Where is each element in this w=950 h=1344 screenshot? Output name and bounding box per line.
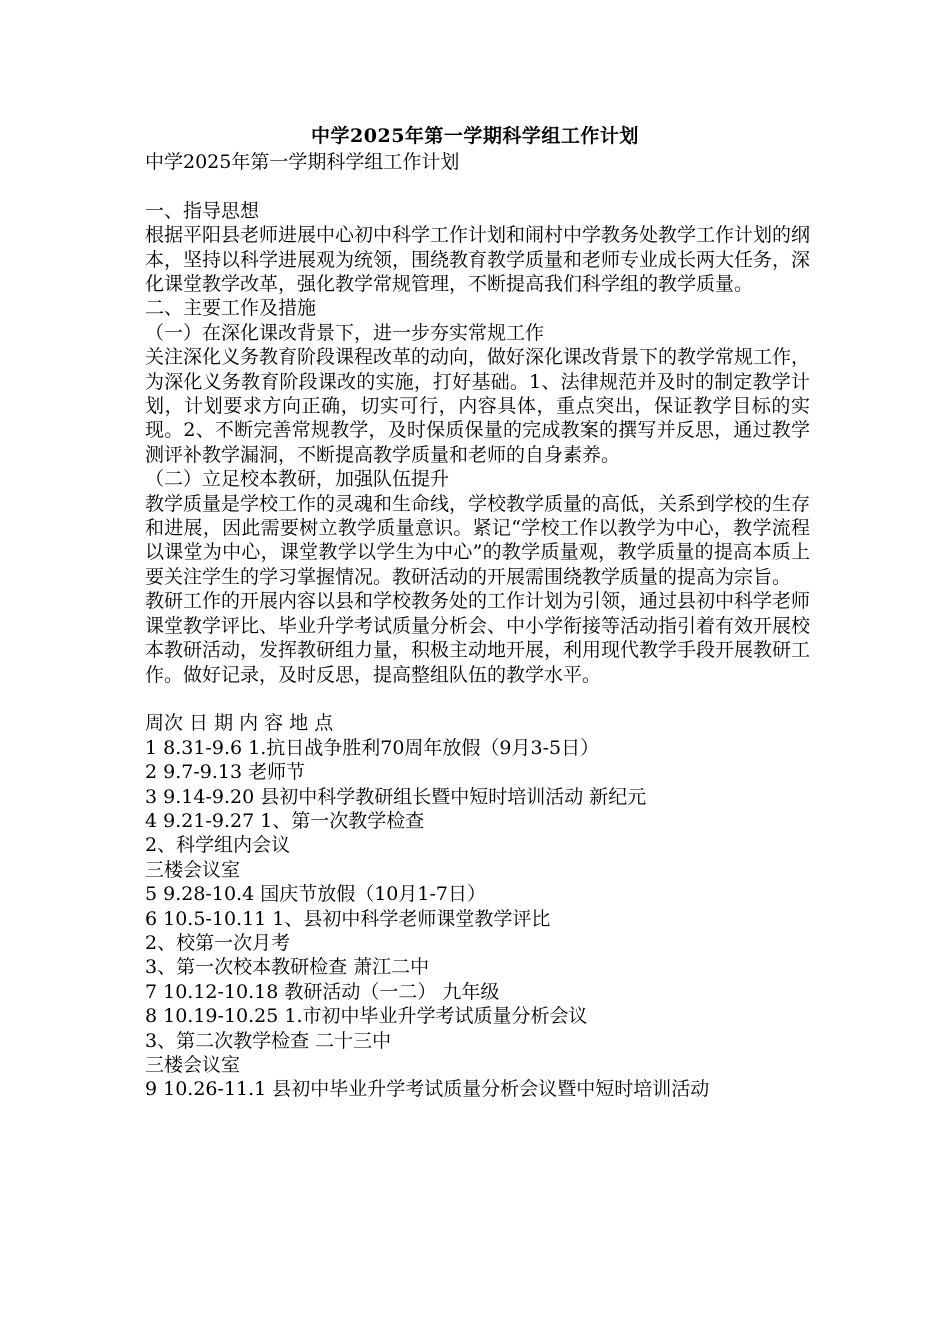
section2-sub2-paragraph2: 教研工作的开展内容以县和学校教务处的工作计划为引领，通过县初中科学老师课堂教学评比、毕业升学考试质量分析会、中小学衔接等活动指引着有效开展校本教研活动，发挥教研组力量，积极主动地开展，利用现代教学手段开展教研工作。做好记录，及时反思，提高整组队伍的教学水平。	[145, 590, 811, 686]
section2-sub2-paragraph1: 教学质量是学校工作的灵魂和生命线，学校教学质量的高低，关系到学校的生存和进展，因此需要树立教学质量意识。紧记“学校工作以教学为中心，教学流程以课堂为中心，课堂教学以学生为中心”的教学质量观，教学质量的提高本质上要关注学生的学习掌握情况。教研活动的开展需围绕教学质量的提高为宗旨。	[145, 492, 811, 588]
section1-heading: 一、指导思想	[145, 199, 260, 222]
schedule-line: 3、第一次校本教研检查 萧江二中	[145, 956, 430, 979]
section2-sub1-paragraph: 关注深化义务教育阶段课程改革的动向，做好深化课改背景下的教学常规工作，为深化义务教育阶段课改的实施，打好基础。1、法律规范并及时的制定教学计划，计划要求方向正确，切实可行，内容具体，重点突出，保证教学目标的实现。2、不断完善常规教学，及时保质保量的完成教案的撰写并反思，通过教学测评补教学漏洞，不断提高教学质量和老师的自身素养。	[145, 346, 811, 466]
blank-line	[145, 687, 810, 711]
schedule-line: 6 10.5-10.11 1、县初中科学老师课堂教学评比	[145, 907, 551, 930]
schedule-line: 2、校第一次月考	[145, 931, 291, 954]
schedule-line: 三楼会议室	[145, 1054, 241, 1076]
schedule-line: 5 9.28-10.4 国庆节放假（10月1-7日）	[145, 883, 486, 906]
schedule-line: 1 8.31-9.6 1.抗日战争胜利70周年放假（9月3-5日）	[145, 736, 600, 759]
section2-sub1-heading: （一）在深化课改背景下，进一步夯实常规工作	[145, 321, 545, 344]
section2-sub2-heading: （二）立足校本教研，加强队伍提升	[145, 468, 450, 491]
schedule-line: 2、科学组内会议	[145, 834, 291, 857]
section2-heading: 二、主要工作及措施	[145, 297, 317, 320]
schedule-line: 2 9.7-9.13 老师节	[145, 761, 306, 784]
schedule-header: 周次 日 期 内 容 地 点	[145, 712, 334, 735]
schedule-line: 9 10.26-11.1 县初中毕业升学考试质量分析会议暨中短时培训活动	[145, 1078, 710, 1101]
document-title: 中学2025年第一学期科学组工作计划	[311, 125, 639, 147]
section1-paragraph: 根据平阳县老师进展中心初中科学工作计划和闹村中学教务处教学工作计划的纲本，坚持以科学进展观为统领，围绕教育教学质量和老师专业成长两大任务，深化课堂教学改革，强化教学常规管理，不断提高我们科学组的教学质量。	[145, 224, 811, 296]
document-body	[145, 150, 810, 1102]
schedule-line: 8 10.19-10.25 1.市初中毕业升学考试质量分析会议	[145, 1005, 588, 1028]
schedule-line: 7 10.12-10.18 教研活动（一二） 九年级	[145, 980, 500, 1003]
schedule-line: 3、第二次教学检查 二十三中	[145, 1029, 392, 1052]
blank-line	[145, 174, 810, 198]
document-subtitle: 中学2025年第一学期科学组工作计划	[145, 151, 460, 173]
schedule-line: 4 9.21-9.27 1、第一次教学检查	[145, 809, 425, 832]
schedule-line: 3 9.14-9.20 县初中科学教研组长暨中短时培训活动 新纪元	[145, 785, 647, 808]
schedule-line: 三楼会议室	[145, 858, 241, 881]
